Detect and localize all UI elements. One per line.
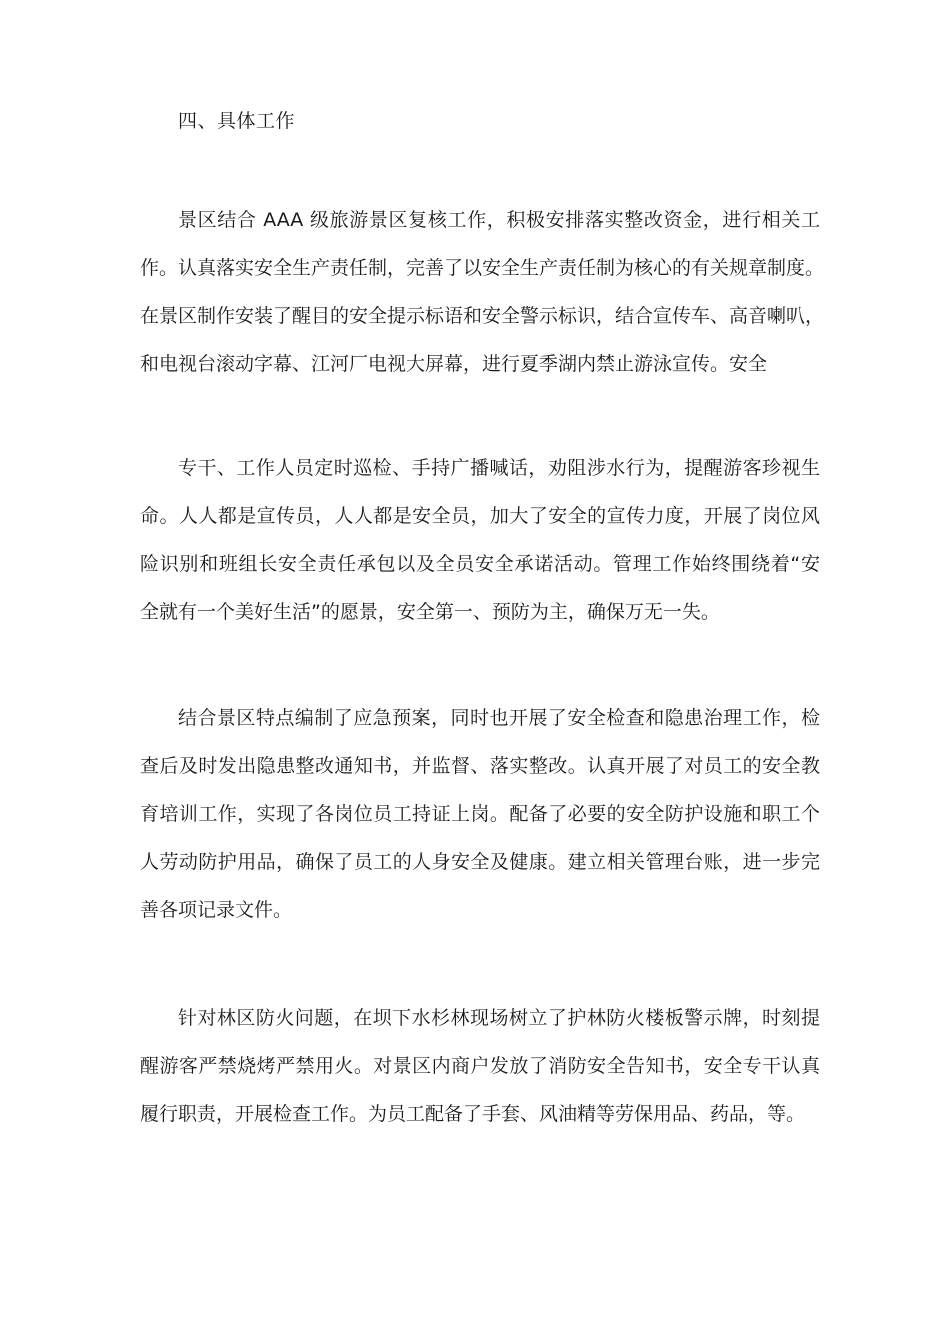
paragraph-line: 查后及时发出隐患整改通知书，并监督、落实整改。认真开展了对员工的安全教 bbox=[140, 755, 820, 777]
paragraph-line: 结合景区特点编制了应急预案，同时也开展了安全检查和隐患治理工作，检 bbox=[178, 707, 820, 729]
paragraph-1 bbox=[140, 196, 825, 388]
section-heading: 四、具体工作 bbox=[178, 110, 296, 132]
paragraph-line: 针对林区防火问题，在坝下水杉林现场树立了护林防火楼板警示牌，时刻提 bbox=[178, 1007, 820, 1029]
paragraph-line: 醒游客严禁烧烤严禁用火。对景区内商户发放了消防安全告知书，安全专干认真 bbox=[140, 1055, 820, 1077]
paragraph-line: 育培训工作，实现了各岗位员工持证上岗。配备了必要的安全防护设施和职工个 bbox=[140, 803, 820, 825]
paragraph-line: 作。认真落实安全生产责任制，完善了以安全生产责任制为核心的有关规章制度。 bbox=[140, 257, 825, 279]
paragraph-line: 专干、工作人员定时巡检、手持广播喊话，劝阻涉水行为，提醒游客珍视生 bbox=[178, 457, 820, 479]
paragraph-4 bbox=[140, 994, 820, 1138]
paragraph-line: 善各项记录文件。 bbox=[140, 899, 293, 921]
paragraph-line: 人劳动防护用品，确保了员工的人身安全及健康。建立相关管理台账，进一步完 bbox=[140, 851, 820, 873]
paragraph-line: 景区结合 AAA 级旅游景区复核工作，积极安排落实整改资金，进行相关工 bbox=[178, 209, 820, 231]
paragraph-line: 全就有一个美好生活”的愿景，安全第一、预防为主，确保万无一失。 bbox=[140, 601, 720, 623]
paragraph-line: 险识别和班组长安全责任承包以及全员安全承诺活动。管理工作始终围绕着“安 bbox=[140, 553, 820, 575]
paragraph-line: 和电视台滚动字幕、江河厂电视大屏幕，进行夏季湖内禁止游泳宣传。安全 bbox=[140, 353, 768, 375]
paragraph-2 bbox=[140, 444, 820, 636]
paragraph-3 bbox=[140, 694, 820, 934]
paragraph-line: 履行职责，开展检查工作。为员工配备了手套、风油精等劳保用品、药品，等。 bbox=[140, 1103, 806, 1125]
paragraph-line: 命。人人都是宣传员，人人都是安全员，加大了安全的宣传力度，开展了岗位风 bbox=[140, 505, 820, 527]
paragraph-line: 在景区制作安装了醒目的安全提示标语和安全警示标识，结合宣传车、高音喇叭， bbox=[140, 305, 825, 327]
